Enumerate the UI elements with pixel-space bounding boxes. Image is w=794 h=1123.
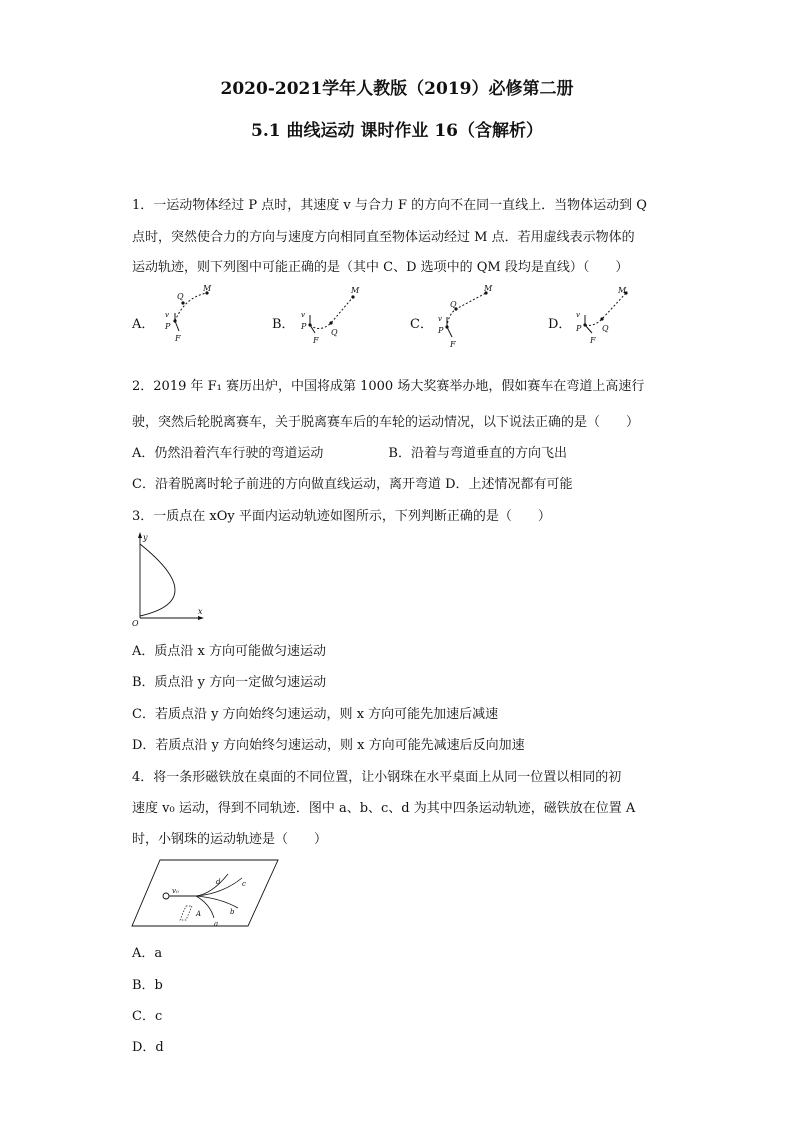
svg-text:a: a (214, 920, 219, 928)
svg-text:v₀: v₀ (172, 887, 179, 895)
q1-figure-a (155, 285, 225, 355)
q1-option-b-label: B． (272, 317, 295, 332)
q2-stem-line-1: 2．2019 年 F₁ 赛历出炉，中国将成第 1000 场大奖赛举办地，假如赛车在弯道上高速行 (132, 379, 645, 394)
q4-option-c: C．c (132, 1009, 163, 1024)
q4-magnet-figure (130, 856, 280, 930)
svg-text:P: P (438, 326, 444, 335)
svg-text:P: P (165, 322, 171, 331)
svg-text:y: y (143, 533, 148, 542)
q2-options-line-ab: A．仍然沿着汽车行驶的弯道运动 B．沿着与弯道垂直的方向飞出 (132, 446, 567, 461)
svg-text:A: A (196, 910, 202, 918)
q3-stem: 3．一质点在 xOy 平面内运动轨迹如图所示，下列判断正确的是（ ） (132, 509, 551, 524)
q3-option-d: D．若质点沿 y 方向始终匀速运动，则 x 方向可能先减速后反向加速 (132, 738, 525, 753)
svg-text:M: M (484, 284, 493, 293)
q2-options-line-cd: C．沿着脱离时轮子前进的方向做直线运动，离开弯道 D．上述情况都有可能 (132, 477, 573, 492)
q3-option-c: C．若质点沿 y 方向始终匀速运动，则 x 方向可能先加速后减速 (132, 707, 499, 722)
svg-text:x: x (198, 607, 203, 616)
q1-stem-line-2: 点时，突然使合力的方向与速度方向相同直至物体运动经过 M 点．若用虚线表示物体的 (132, 230, 635, 245)
svg-text:c: c (242, 880, 246, 888)
q2-stem-line-2: 驶，突然后轮脱离赛车，关于脱离赛车后的车轮的运动情况，以下说法正确的是（ ） (132, 415, 640, 430)
svg-text:v: v (301, 311, 305, 319)
q3-option-a: A．质点沿 x 方向可能做匀速运动 (132, 644, 326, 659)
svg-text:Q: Q (602, 324, 609, 333)
q1-figure-d (570, 285, 640, 355)
svg-text:F: F (175, 334, 181, 343)
q1-stem-line-3: 运动轨迹，则下列图中可能正确的是（其中 C、D 选项中的 QM 段均是直线）（ ） (132, 260, 629, 275)
svg-text:d: d (216, 878, 221, 886)
q1-figure-b (295, 285, 365, 355)
svg-text:F: F (313, 336, 319, 345)
svg-text:v: v (165, 311, 169, 319)
q1-option-d-label: D． (548, 317, 572, 332)
q1-stem-line-1: 1．一运动物体经过 P 点时，其速度 v 与合力 F 的方向不在同一直线上．当物体运动到 Q (132, 198, 647, 213)
q4-option-b: B．b (132, 978, 163, 993)
q4-option-a: A．a (132, 946, 163, 961)
svg-text:F: F (450, 340, 456, 349)
page-title-line-1: 2020-2021学年人教版（2019）必修第二册 (220, 79, 574, 99)
q4-stem-line-2: 速度 v₀ 运动，得到不同轨迹．图中 a、b、c、d 为其中四条运动轨迹，磁铁放在位置 A (132, 801, 636, 816)
svg-text:P: P (576, 324, 582, 333)
svg-text:M: M (618, 286, 627, 295)
svg-text:O: O (132, 619, 139, 628)
svg-text:b: b (230, 908, 235, 916)
q4-stem-line-3: 时，小钢珠的运动轨迹是（ ） (132, 832, 328, 847)
svg-text:P: P (301, 322, 307, 331)
q4-stem-line-1: 4．将一条形磁铁放在桌面的不同位置，让小钢珠在水平桌面上从同一位置以相同的初 (132, 770, 622, 785)
page-title-line-2: 5.1 曲线运动 课时作业 16（含解析） (251, 121, 543, 141)
q4-option-d: D．d (132, 1040, 164, 1055)
q3-option-b: B．质点沿 y 方向一定做匀速运动 (132, 675, 327, 690)
q1-option-c-label: C． (410, 317, 433, 332)
svg-text:Q: Q (450, 300, 457, 309)
svg-text:Q: Q (331, 328, 338, 337)
svg-text:F: F (590, 336, 596, 345)
q1-option-a-label: A． (132, 317, 155, 332)
svg-text:M: M (203, 284, 212, 293)
svg-text:v: v (438, 315, 442, 323)
svg-text:M: M (351, 286, 360, 295)
q3-trajectory-figure (130, 530, 210, 626)
svg-text:v: v (576, 311, 580, 319)
svg-text:Q: Q (177, 292, 184, 301)
q1-figure-c (432, 285, 502, 355)
